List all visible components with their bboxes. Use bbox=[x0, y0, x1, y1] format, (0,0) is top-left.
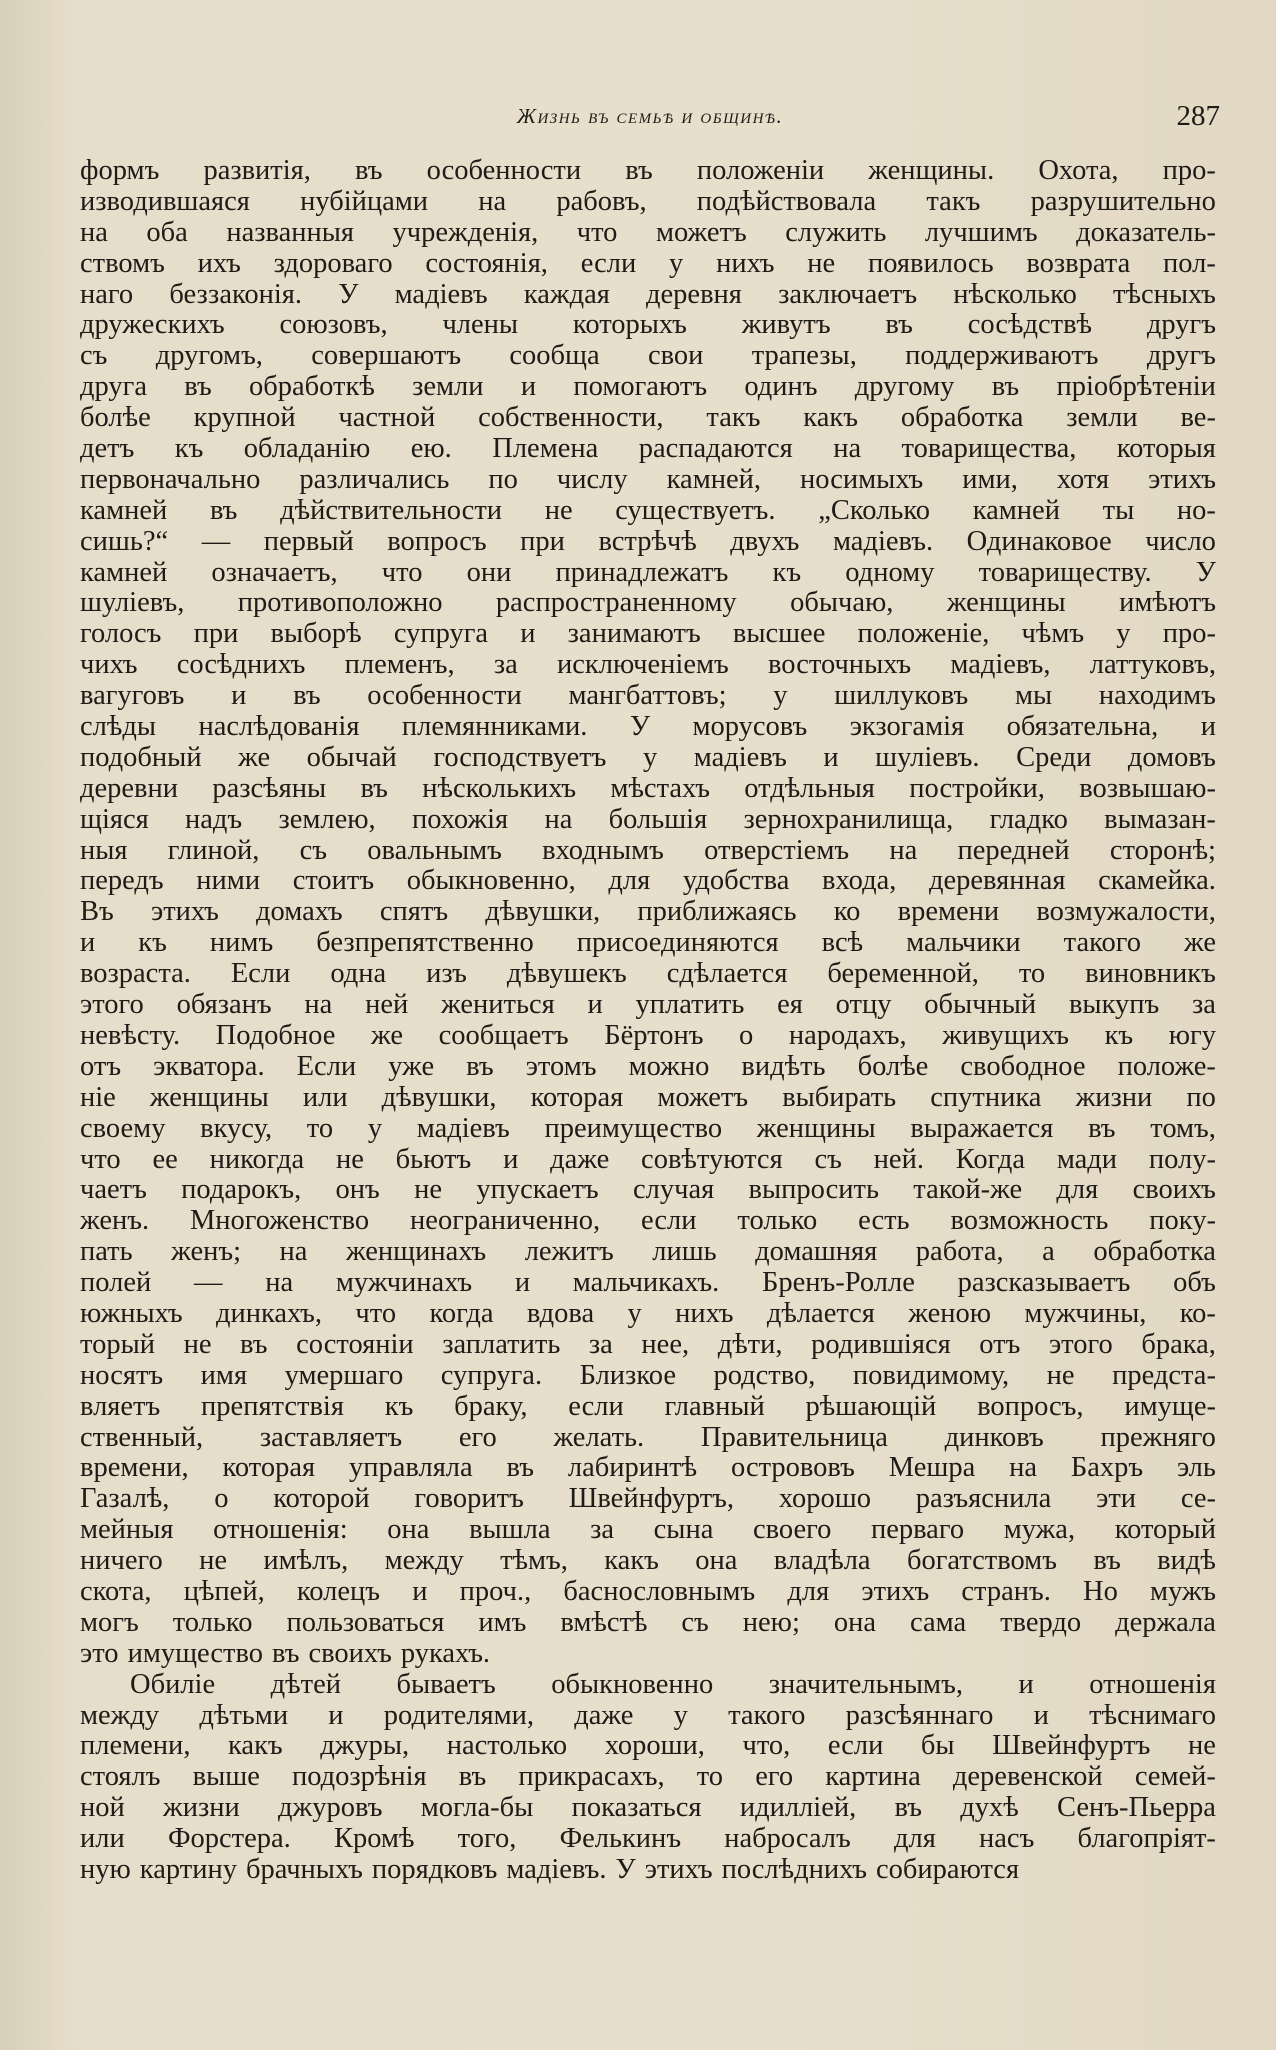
text-line: вагуговъ и въ особенности мангбаттовъ; у шиллуковъ мы находимъ bbox=[80, 680, 1216, 712]
text-line: невѣсту. Подобное же сообщаетъ Бёртонъ о народахъ, живущихъ къ югу bbox=[80, 1019, 1216, 1051]
text-line: ной жизни джуровъ могла-бы показаться идилліей, въ духѣ Сенъ-Пьерра bbox=[80, 1792, 1216, 1824]
text-line: женъ. Многоженство неограниченно, если только есть возможность поку- bbox=[80, 1205, 1216, 1237]
text-line: слѣды наслѣдованія племянниками. У морусовъ экзогамія обязательна, и bbox=[80, 711, 1216, 743]
text-line: отъ экватора. Если уже въ этомъ можно видѣть болѣе свободное положе- bbox=[80, 1050, 1216, 1082]
text-line: этого обязанъ на ней жениться и уплатить ея отцу обычный выкупъ за bbox=[80, 989, 1216, 1021]
running-title: Жизнь въ семьѣ и общинѣ. bbox=[516, 104, 784, 128]
text-line: передъ ними стоитъ обыкновенно, для удобства входа, деревянная скамейка. bbox=[80, 865, 1216, 897]
text-line: это имущество въ своихъ рукахъ. bbox=[80, 1637, 491, 1669]
text-line: щіяся надъ землею, похожія на большія зернохранилища, гладко вымазан- bbox=[80, 803, 1216, 835]
text-line: камней въ дѣйствительности не существуетъ. „Сколько камней ты но- bbox=[80, 494, 1216, 526]
text-line: первоначально различались по числу камней, носимыхъ ими, хотя этихъ bbox=[80, 463, 1216, 495]
text-line: дружескихъ союзовъ, члены которыхъ живутъ въ сосѣдствѣ другъ bbox=[80, 309, 1216, 341]
running-head bbox=[80, 100, 1220, 136]
text-line: камней означаетъ, что они принадлежатъ къ одному товариществу. У bbox=[80, 556, 1216, 588]
text-line: ничего не имѣлъ, между тѣмъ, какъ она владѣла богатствомъ въ видѣ bbox=[80, 1545, 1216, 1577]
text-line: деревни разсѣяны въ нѣсколькихъ мѣстахъ отдѣльныя постройки, возвышаю- bbox=[80, 772, 1216, 804]
text-line: формъ развитія, въ особенности въ положеніи женщины. Охота, про- bbox=[80, 155, 1216, 186]
text-line: носятъ имя умершаго супруга. Близкое родство, повидимому, не предста- bbox=[80, 1359, 1216, 1391]
text-line: изводившаяся нубійцами на рабовъ, подѣйствовала такъ разрушительно bbox=[80, 185, 1216, 217]
text-line: Обиліе дѣтей бываетъ обыкновенно значительнымъ, и отношенія bbox=[130, 1668, 1216, 1700]
text-line: ніе женщины или дѣвушки, которая можетъ выбирать спутника жизни по bbox=[80, 1081, 1216, 1113]
text-line: пать женъ; на женщинахъ лежитъ лишь домашняя работа, а обработка bbox=[80, 1236, 1216, 1268]
text-line: шуліевъ, противоположно распространенному обычаю, женщины имѣютъ bbox=[80, 587, 1216, 619]
text-line: наго беззаконія. У мадіевъ каждая деревня заключаетъ нѣсколько тѣсныхъ bbox=[80, 278, 1216, 310]
text-line: скота, цѣпей, колецъ и проч., баснословнымъ для этихъ странъ. Но мужъ bbox=[80, 1575, 1216, 1607]
text-line: племени, какъ джуры, настолько хороши, что, если бы Швейнфуртъ не bbox=[80, 1730, 1216, 1762]
text-line: детъ къ обладанію ею. Племена распадаются на товарищества, которыя bbox=[80, 433, 1216, 465]
text-line: ственный, заставляетъ его желать. Правительница динковъ прежняго bbox=[80, 1421, 1216, 1453]
text-line: сишь?“ — первый вопросъ при встрѣчѣ двухъ мадіевъ. Одинаковое число bbox=[80, 525, 1216, 557]
text-line: ную картину брачныхъ порядковъ мадіевъ. У этихъ послѣднихъ собираются bbox=[80, 1853, 1020, 1885]
text-line: вляетъ препятствія къ браку, если главный рѣшающій вопросъ, имуще- bbox=[80, 1390, 1216, 1422]
text-line: могъ только пользоваться имъ вмѣстѣ съ нею; она сама твердо держала bbox=[80, 1606, 1216, 1638]
text-line: что ее никогда не бьютъ и даже совѣтуются съ ней. Когда мади полу- bbox=[80, 1143, 1216, 1175]
text-line: Газалѣ, о которой говоритъ Швейнфуртъ, хорошо разъяснила эти се- bbox=[80, 1483, 1216, 1515]
text-line: стоялъ выше подозрѣнія въ прикрасахъ, то его картина деревенской семей- bbox=[80, 1761, 1216, 1793]
text-line: чаетъ подарокъ, онъ не упускаетъ случая выпросить такой-же для своихъ bbox=[80, 1174, 1216, 1206]
text-line: возраста. Если одна изъ дѣвушекъ сдѣлается беременной, то виновникъ bbox=[80, 958, 1216, 990]
text-line: ствомъ ихъ здороваго состоянія, если у нихъ не появилось возврата пол- bbox=[80, 247, 1216, 279]
text-line: болѣе крупной частной собственности, такъ какъ обработка земли ве- bbox=[80, 402, 1216, 434]
text-line: ныя глиной, съ овальнымъ входнымъ отверстіемъ на передней сторонѣ; bbox=[80, 834, 1216, 866]
text-line: или Форстера. Кромѣ того, Фелькинъ набросалъ для насъ благопріят- bbox=[80, 1823, 1216, 1855]
page-number: 287 bbox=[1176, 100, 1220, 132]
text-line: голосъ при выборѣ супруга и занимаютъ высшее положеніе, чѣмъ у про- bbox=[80, 618, 1216, 650]
text-line: южныхъ динкахъ, что когда вдова у нихъ дѣлается женою мужчины, ко- bbox=[80, 1297, 1216, 1329]
body-text bbox=[80, 156, 1216, 1886]
text-line: времени, которая управляла въ лабиринтѣ острововъ Мешра на Бахръ эль bbox=[80, 1452, 1216, 1484]
text-line: торый не въ состояніи заплатить за нее, дѣти, родившіяся отъ этого брака, bbox=[80, 1328, 1216, 1360]
text-line: съ другомъ, совершаютъ сообща свои трапезы, поддерживаютъ другъ bbox=[80, 340, 1216, 372]
text-line: друга въ обработкѣ земли и помогаютъ одинъ другому въ пріобрѣтеніи bbox=[80, 371, 1216, 403]
text-line: мейныя отношенія: она вышла за сына своего перваго мужа, который bbox=[80, 1514, 1216, 1546]
text-line: полей — на мужчинахъ и мальчикахъ. Бренъ-Ролле разсказываетъ объ bbox=[80, 1267, 1216, 1299]
text-line: на оба названныя учрежденія, что можетъ служить лучшимъ доказатель- bbox=[80, 216, 1216, 248]
text-line: подобный же обычай господствуетъ у мадіевъ и шуліевъ. Среди домовъ bbox=[80, 741, 1216, 773]
text-line: своему вкусу, то у мадіевъ преимущество женщины выражается въ томъ, bbox=[80, 1112, 1216, 1144]
text-line: и къ нимъ безпрепятственно присоединяются всѣ мальчики такого же bbox=[80, 927, 1216, 959]
text-line: Въ этихъ домахъ спятъ дѣвушки, приближаясь ко времени возмужалости, bbox=[80, 896, 1216, 928]
text-line: между дѣтьми и родителями, даже у такого разсѣяннаго и тѣснимаго bbox=[80, 1699, 1216, 1731]
text-line: чихъ сосѣднихъ племенъ, за исключеніемъ восточныхъ мадіевъ, латтуковъ, bbox=[80, 649, 1216, 681]
